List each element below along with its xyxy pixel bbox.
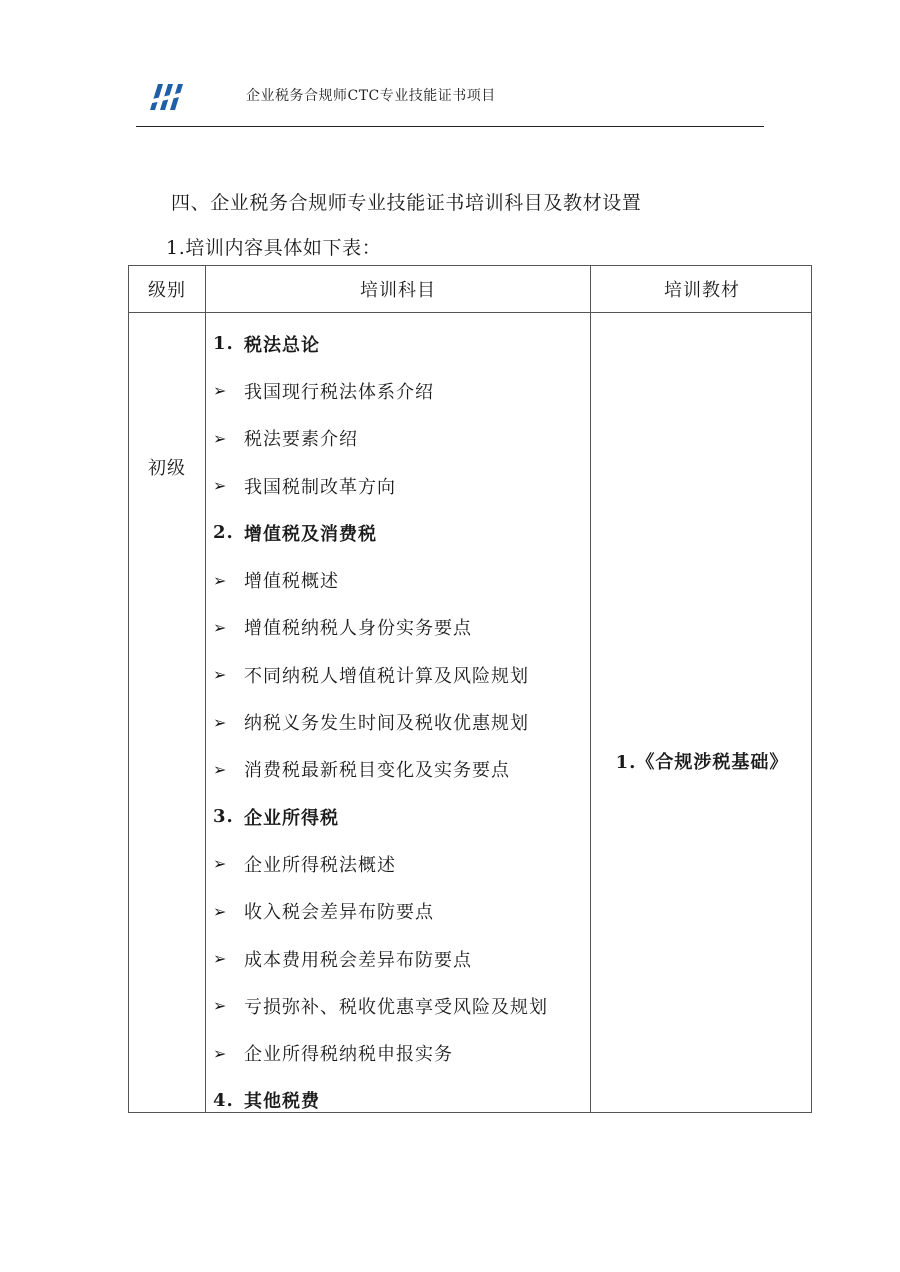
subject-bullet-item: [213, 367, 589, 414]
textbook-cell: 1.《合规涉税基础》: [615, 752, 789, 773]
subject-bullet-item: [213, 982, 589, 1029]
section-title: 四、企业税务合规师专业技能证书培训科目及教材设置: [171, 192, 642, 214]
item-text: 税法总论: [244, 334, 320, 356]
arrow-bullet-icon: ➢: [213, 381, 228, 401]
column-header-textbook: 培训教材: [664, 280, 740, 301]
level-cell: 初级: [148, 458, 186, 479]
item-text: 增值税及消费税: [244, 523, 377, 545]
item-text: 企业所得税: [244, 807, 339, 829]
arrow-bullet-icon: ➢: [213, 996, 228, 1016]
column-divider: [205, 266, 206, 1112]
arrow-bullet-icon: ➢: [213, 570, 228, 590]
subject-heading: [213, 1077, 589, 1124]
item-text: 消费税最新税目变化及实务要点: [244, 760, 510, 782]
subject-heading: [213, 320, 589, 367]
item-text: 我国税制改革方向: [244, 476, 396, 498]
arrow-bullet-icon: ➢: [213, 854, 228, 874]
item-number: 4.: [213, 1089, 234, 1111]
arrow-bullet-icon: ➢: [213, 617, 228, 637]
subject-heading: [213, 509, 589, 556]
subject-bullet-item: [213, 462, 589, 509]
arrow-bullet-icon: ➢: [213, 476, 228, 496]
item-text: 其他税费: [244, 1091, 320, 1113]
subject-bullet-item: [213, 415, 589, 462]
item-text: 我国现行税法体系介绍: [244, 381, 434, 403]
item-text: 企业所得税法概述: [244, 854, 396, 876]
arrow-bullet-icon: ➢: [213, 428, 228, 448]
subject-bullet-item: [213, 651, 589, 698]
item-text: 收入税会差异布防要点: [244, 902, 434, 924]
header-title: 企业税务合规师CTC专业技能证书项目: [246, 88, 496, 104]
subject-bullet-item: [213, 746, 589, 793]
subject-heading: [213, 793, 589, 840]
item-text: 税法要素介绍: [244, 429, 358, 451]
header-row-divider: [129, 312, 811, 313]
training-table: [128, 265, 812, 1113]
header-divider: [136, 126, 764, 127]
arrow-bullet-icon: ➢: [213, 901, 228, 921]
subject-bullet-item: [213, 840, 589, 887]
subject-bullet-item: [213, 556, 589, 603]
stripe-logo-icon: [148, 80, 184, 114]
arrow-bullet-icon: ➢: [213, 759, 228, 779]
item-number: 1.: [213, 333, 234, 355]
column-header-level: 级别: [148, 280, 186, 301]
item-text: 不同纳税人增值税计算及风险规划: [244, 665, 529, 687]
item-text: 增值税概述: [244, 571, 339, 593]
item-text: 纳税义务发生时间及税收优惠规划: [244, 713, 529, 735]
arrow-bullet-icon: ➢: [213, 712, 228, 732]
subject-bullet-item: [213, 888, 589, 935]
item-text: 增值税纳税人身份实务要点: [244, 618, 472, 640]
item-number: 2.: [213, 522, 234, 544]
item-text: 亏损弥补、税收优惠享受风险及规划: [244, 996, 548, 1018]
arrow-bullet-icon: ➢: [213, 949, 228, 968]
column-divider: [590, 266, 591, 1112]
subject-bullet-item: [213, 604, 589, 651]
subject-bullet-item: [213, 1029, 589, 1076]
item-text: 企业所得税纳税申报实务: [244, 1044, 453, 1066]
intro-text: 1.培训内容具体如下表：: [166, 237, 382, 259]
column-header-subjects: 培训科目: [360, 280, 436, 301]
subject-bullet-item: [213, 698, 589, 745]
subject-bullet-item: [213, 935, 589, 982]
arrow-bullet-icon: ➢: [213, 1043, 228, 1063]
subject-list: [213, 320, 589, 1124]
arrow-bullet-icon: ➢: [213, 665, 228, 685]
item-text: 成本费用税会差异布防要点: [244, 949, 472, 971]
page-header: [136, 70, 764, 128]
item-number: 3.: [213, 806, 234, 828]
